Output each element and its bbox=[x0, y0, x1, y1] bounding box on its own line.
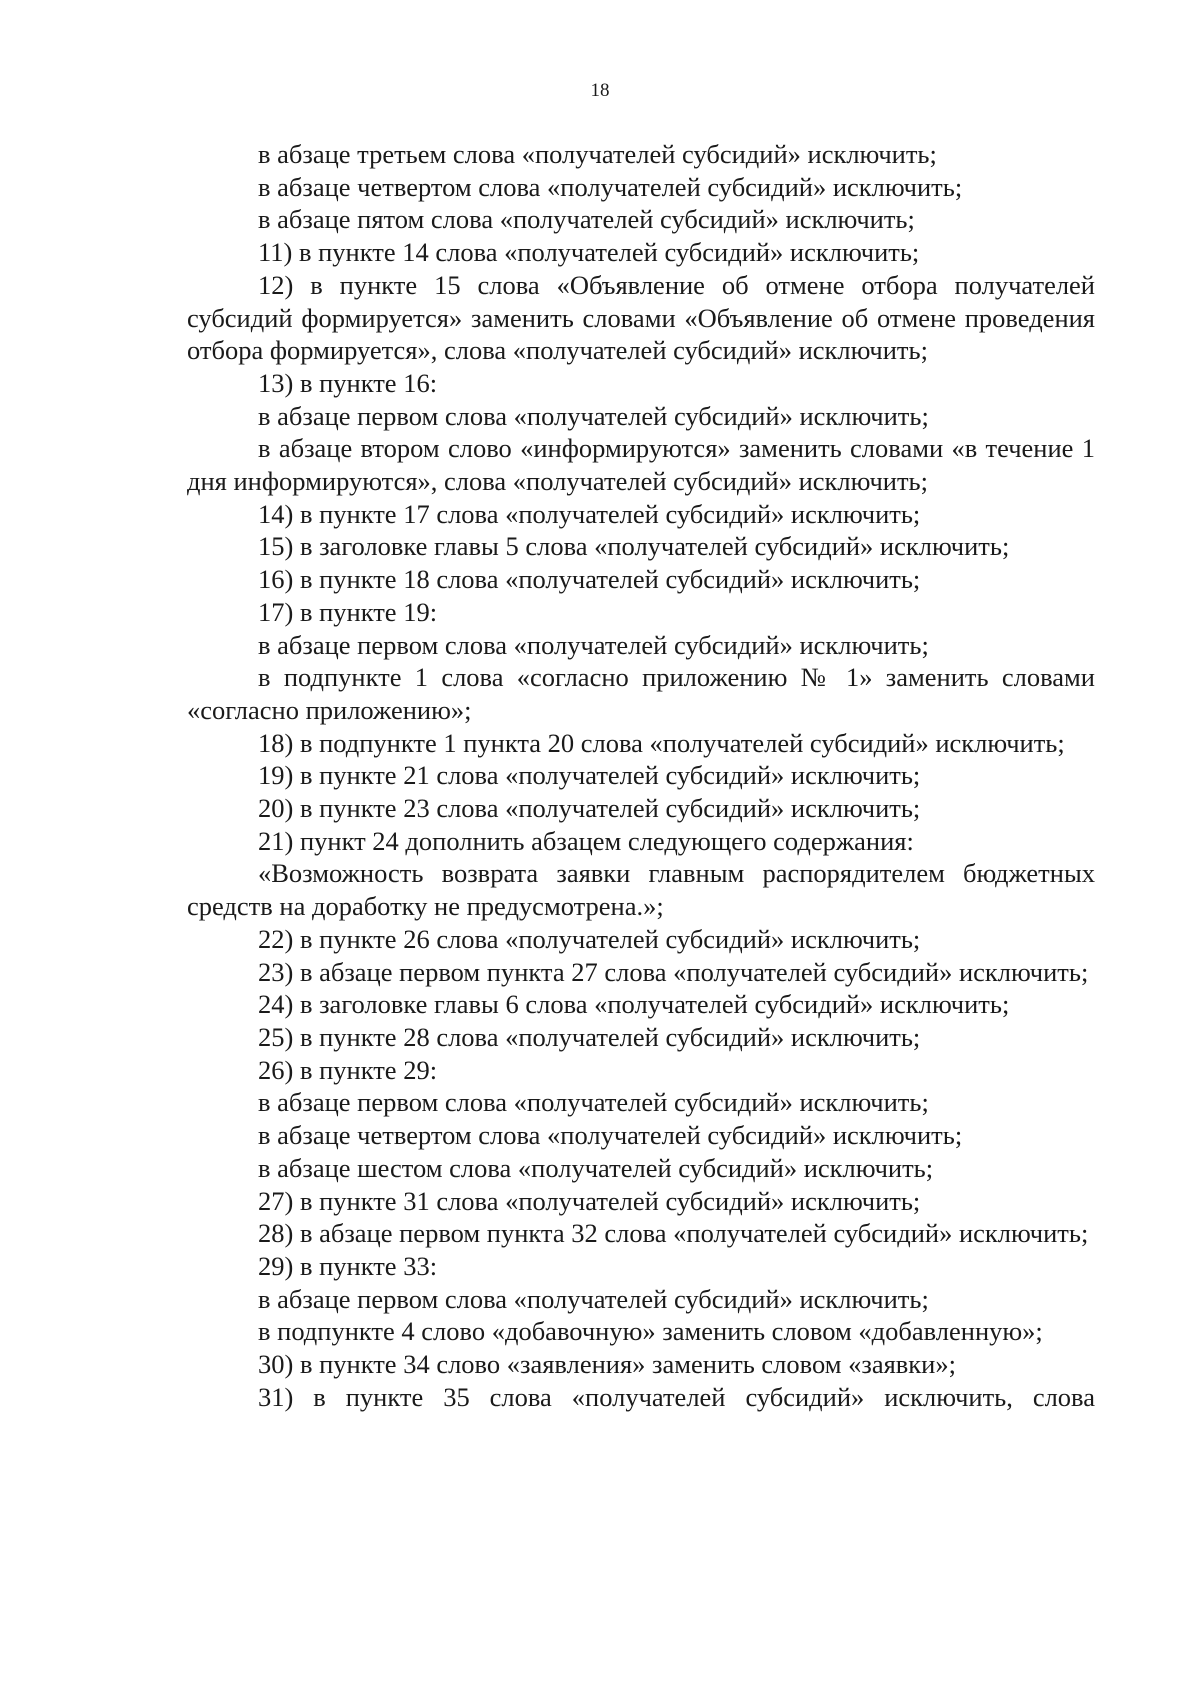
paragraph: 15) в заголовке главы 5 слова «получателей субсидий» исключить; bbox=[258, 531, 1010, 562]
paragraph: 28) в абзаце первом пункта 32 слова «получателей субсидий» исключить; bbox=[258, 1218, 1089, 1249]
paragraph: 16) в пункте 18 слова «получателей субсидий» исключить; bbox=[258, 564, 921, 595]
paragraph: в абзаце шестом слова «получателей субсидий» исключить; bbox=[258, 1152, 934, 1183]
paragraph: в абзаце четвертом слова «получателей субсидий» исключить; bbox=[258, 171, 963, 202]
paragraph: 14) в пункте 17 слова «получателей субсидий» исключить; bbox=[258, 498, 921, 529]
paragraph: в абзаце первом слова «получателей субсидий» исключить; bbox=[258, 629, 929, 660]
paragraph: в абзаце первом слова «получателей субсидий» исключить; bbox=[258, 400, 929, 431]
paragraph: 13) в пункте 16: bbox=[258, 367, 438, 398]
paragraph: 24) в заголовке главы 6 слова «получателей субсидий» исключить; bbox=[258, 989, 1010, 1020]
paragraph: в абзаце втором слово «информируются» заменить словами «в течение 1 дня информируются», слова «получателей субсидий» исключить; bbox=[187, 433, 1095, 497]
paragraph: 21) пункт 24 дополнить абзацем следующего содержания: bbox=[258, 825, 914, 856]
paragraph: 20) в пункте 23 слова «получателей субсидий» исключить; bbox=[258, 793, 921, 824]
paragraph: 22) в пункте 26 слова «получателей субсидий» исключить; bbox=[258, 923, 921, 954]
paragraph: 23) в абзаце первом пункта 27 слова «получателей субсидий» исключить; bbox=[258, 956, 1089, 987]
paragraph: 29) в пункте 33: bbox=[258, 1250, 438, 1281]
paragraph: 27) в пункте 31 слова «получателей субсидий» исключить; bbox=[258, 1185, 921, 1216]
page-number: 18 bbox=[590, 80, 610, 101]
paragraph: 26) в пункте 29: bbox=[258, 1054, 438, 1085]
paragraph: 31) в пункте 35 слова «получателей субсидий» исключить, слова bbox=[258, 1381, 1095, 1412]
paragraph: 30) в пункте 34 слово «заявления» заменить словом «заявки»; bbox=[258, 1349, 956, 1380]
paragraph: 18) в подпункте 1 пункта 20 слова «получателей субсидий» исключить; bbox=[258, 727, 1065, 758]
document-body bbox=[187, 138, 1095, 1413]
paragraph: 19) в пункте 21 слова «получателей субсидий» исключить; bbox=[258, 760, 921, 791]
paragraph: 17) в пункте 19: bbox=[258, 596, 438, 627]
paragraph: 11) в пункте 14 слова «получателей субсидий» исключить; bbox=[258, 237, 920, 268]
paragraph: 25) в пункте 28 слова «получателей субсидий» исключить; bbox=[258, 1021, 921, 1052]
paragraph: «Возможность возврата заявки главным распорядителем бюджетных средств на доработку не предусмотрена.»; bbox=[187, 858, 1095, 922]
paragraph: в подпункте 1 слова «согласно приложению № 1» заменить словами «согласно приложению»; bbox=[187, 662, 1095, 725]
paragraph: 12) в пункте 15 слова «Объявление об отмене отбора получателей субсидий формируется» заменить словами «Объявление об отмене проведения отбора формируется», слова «получателей субсидий» исключить; bbox=[187, 269, 1095, 366]
paragraph: в подпункте 4 слово «добавочную» заменить словом «добавленную»; bbox=[258, 1316, 1043, 1347]
paragraph: в абзаце первом слова «получателей субсидий» исключить; bbox=[258, 1283, 929, 1314]
paragraph: в абзаце первом слова «получателей субсидий» исключить; bbox=[258, 1087, 929, 1118]
paragraph: в абзаце третьем слова «получателей субсидий» исключить; bbox=[258, 139, 937, 169]
paragraph: в абзаце пятом слова «получателей субсидий» исключить; bbox=[258, 204, 915, 235]
paragraph: в абзаце четвертом слова «получателей субсидий» исключить; bbox=[258, 1120, 963, 1151]
